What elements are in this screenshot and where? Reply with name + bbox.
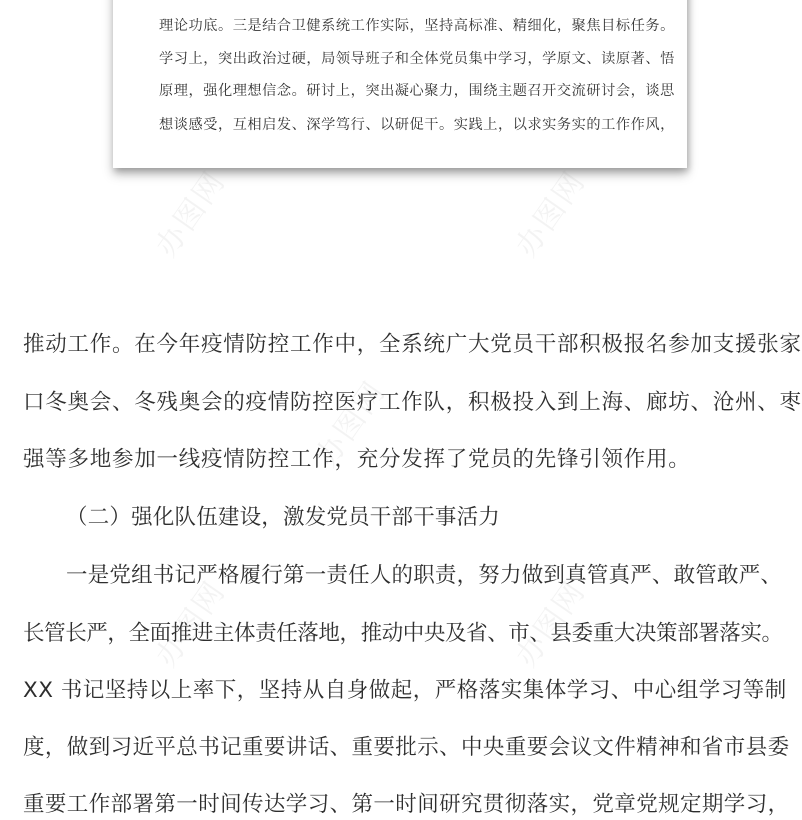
body-line: XX 书记坚持以上率下，坚持从自身做起，严格落实集体学习、中心组学习等制 xyxy=(23,678,787,703)
preview-line: 理论功底。三是结合卫健系统工作实际，坚持高标准、精细化，聚焦目标任务。 xyxy=(159,18,675,34)
body-line: 重要工作部署第一时间传达学习、第一时间研究贯彻落实，党章党规定期学习， xyxy=(23,792,790,817)
body-line: 强等多地参加一线疫情防控工作，充分发挥了党员的先锋引领作用。 xyxy=(23,447,691,472)
body-line: 长管长严，全面推进主体责任落地，推动中央及省、市、县委重大决策部署落实。 xyxy=(23,621,783,646)
watermark: 办图网 xyxy=(509,574,593,674)
watermark: 办图网 xyxy=(309,374,393,474)
body-line: 度，做到习近平总书记重要讲话、重要批示、中央重要会议文件精神和省市县委 xyxy=(23,735,790,760)
body-line: 口冬奥会、冬残奥会的疫情防控医疗工作队，积极投入到上海、廊坊、沧州、枣 xyxy=(23,390,802,415)
preview-line: 原理，强化理想信念。研讨上，突出凝心聚力，围绕主题召开交流研讨会，谈思 xyxy=(159,83,675,99)
body-line: 推动工作。在今年疫情防控工作中，全系统广大党员干部积极报名参加支援张家 xyxy=(23,332,802,357)
section-heading: （二）强化队伍建设，激发党员干部干事活力 xyxy=(66,505,501,530)
watermark: 办图网 xyxy=(509,164,593,264)
preview-line: 学习上，突出政治过硬，局领导班子和全体党员集中学习，学原文、读原著、悟 xyxy=(159,51,675,67)
preview-line: 想谈感受，互相启发、深学笃行、以研促干。实践上，以求实务实的工作作风， xyxy=(159,117,675,133)
watermark: 办图网 xyxy=(149,164,233,264)
body-line: 一是党组书记严格履行第一责任人的职责，努力做到真管真严、敢管敢严、 xyxy=(66,563,783,588)
watermark: 办图网 xyxy=(149,574,233,674)
